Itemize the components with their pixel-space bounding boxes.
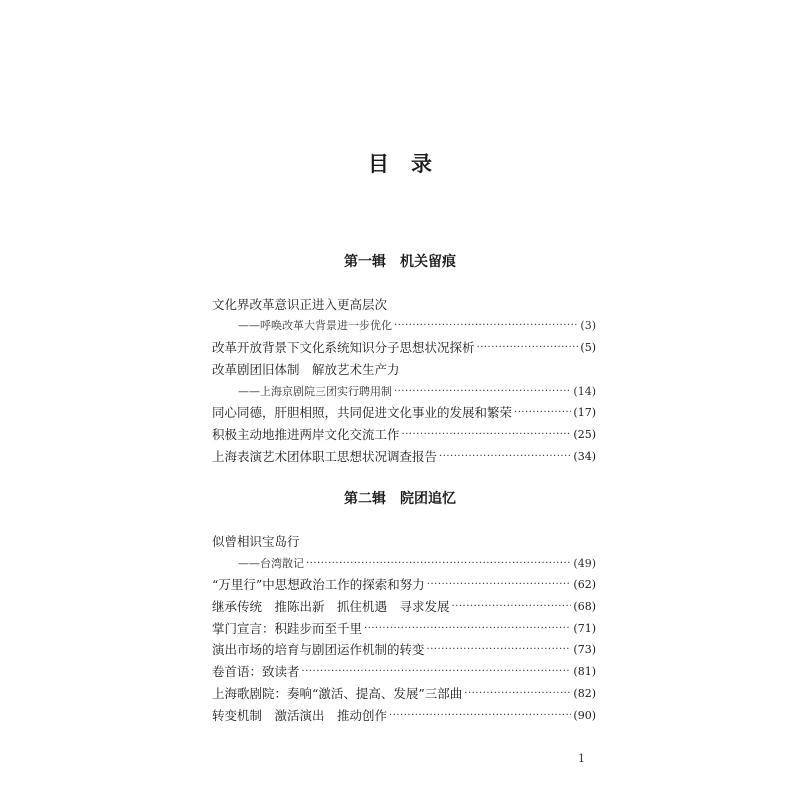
toc-leader-dots bbox=[452, 601, 572, 612]
toc-entry-page: (49) bbox=[573, 556, 596, 570]
toc-entry[interactable] bbox=[212, 683, 596, 703]
toc-entry-page: (17) bbox=[573, 405, 596, 419]
toc-entry-page: (25) bbox=[573, 427, 596, 441]
toc-entry-title: 演出市场的培育与剧团运作机制的转变 bbox=[212, 642, 425, 657]
toc-entry[interactable] bbox=[238, 553, 596, 573]
section-number: 第一辑 bbox=[344, 254, 386, 270]
section-name: 机关留痕 bbox=[400, 254, 456, 270]
toc-entry-title: 掌门宣言：积跬步而至千里 bbox=[212, 621, 363, 636]
toc-entry[interactable] bbox=[212, 294, 387, 314]
toc-entry-page: (14) bbox=[573, 384, 596, 398]
toc-leader-dots bbox=[464, 688, 571, 699]
toc-entry-page: (71) bbox=[573, 621, 596, 635]
toc-entry[interactable] bbox=[212, 402, 596, 422]
toc-entry[interactable] bbox=[212, 574, 596, 594]
toc-entry-title: ——台湾散记 bbox=[238, 557, 304, 570]
page-number: 1 bbox=[578, 752, 585, 765]
toc-entry[interactable] bbox=[212, 424, 596, 444]
toc-entry-page: (34) bbox=[573, 449, 596, 463]
toc-entry-title: ——呼唤改革大背景进一步优化 bbox=[238, 319, 392, 332]
toc-entry[interactable] bbox=[212, 337, 596, 357]
toc-entry[interactable] bbox=[238, 381, 596, 401]
toc-leader-dots bbox=[389, 710, 571, 721]
page-title-char: 录 bbox=[411, 152, 432, 176]
toc-entry[interactable] bbox=[212, 639, 596, 659]
toc-entry-title: 上海歌剧院：奏响“激活、提高、发展”三部曲 bbox=[212, 686, 463, 701]
toc-entry-title: 转变机制 激活演出 推动创作 bbox=[212, 708, 388, 723]
section-number: 第二辑 bbox=[344, 491, 386, 507]
toc-leader-dots bbox=[477, 342, 579, 353]
toc-leader-dots bbox=[364, 623, 571, 634]
toc-entry-page: (90) bbox=[573, 708, 596, 722]
toc-entry[interactable] bbox=[212, 596, 596, 616]
toc-entry-title: 似曾相识宝岛行 bbox=[212, 534, 300, 549]
toc-leader-dots bbox=[394, 320, 578, 331]
toc-entry-title: 卷首语：致读者 bbox=[212, 664, 300, 679]
section-heading bbox=[0, 251, 800, 271]
toc-leader-dots bbox=[302, 666, 572, 677]
toc-entry-title: 同心同德，肝胆相照，共同促进文化事业的发展和繁荣 bbox=[212, 405, 513, 420]
toc-entry-page: (62) bbox=[573, 577, 596, 591]
toc-entry-title: 文化界改革意识正进入更高层次 bbox=[212, 297, 388, 312]
toc-entry-title: 改革开放背景下文化系统知识分子思想状况探析 bbox=[212, 340, 475, 355]
toc-entry[interactable] bbox=[212, 705, 596, 725]
toc-entry-title: 上海表演艺术团体职工思想状况调查报告 bbox=[212, 449, 438, 464]
toc-entry[interactable] bbox=[238, 315, 596, 335]
toc-entry[interactable] bbox=[212, 531, 300, 551]
toc-leader-dots bbox=[427, 644, 572, 655]
toc-entry[interactable] bbox=[212, 446, 596, 466]
toc-entry-page: (82) bbox=[573, 686, 596, 700]
toc-leader-dots bbox=[394, 386, 571, 397]
toc-entry-page: (5) bbox=[580, 340, 596, 354]
toc-entry-title: “万里行”中思想政治工作的探索和努力 bbox=[212, 577, 425, 592]
toc-entry-title: 改革剧团旧体制 解放艺术生产力 bbox=[212, 362, 400, 377]
toc-entry-title: ——上海京剧院三团实行聘用制 bbox=[238, 385, 392, 398]
page-title-char: 目 bbox=[368, 152, 389, 176]
toc-entry-title: 继承传统 推陈出新 抓住机遇 寻求发展 bbox=[212, 599, 450, 614]
toc-entry-page: (73) bbox=[573, 642, 596, 656]
toc-entry[interactable] bbox=[212, 618, 596, 638]
toc-leader-dots bbox=[306, 558, 571, 569]
toc-entry-page: (68) bbox=[573, 599, 596, 613]
toc-entry[interactable] bbox=[212, 661, 596, 681]
toc-leader-dots bbox=[402, 429, 572, 440]
toc-leader-dots bbox=[514, 407, 571, 418]
toc-leader-dots bbox=[427, 579, 572, 590]
toc-entry[interactable] bbox=[212, 359, 400, 379]
section-name: 院团追忆 bbox=[400, 491, 456, 507]
toc-leader-dots bbox=[439, 451, 571, 462]
section-heading bbox=[0, 488, 800, 508]
page-title bbox=[0, 148, 800, 178]
toc-entry-title: 积极主动地推进两岸文化交流工作 bbox=[212, 427, 400, 442]
toc-entry-page: (3) bbox=[580, 318, 596, 332]
toc-entry-page: (81) bbox=[573, 664, 596, 678]
